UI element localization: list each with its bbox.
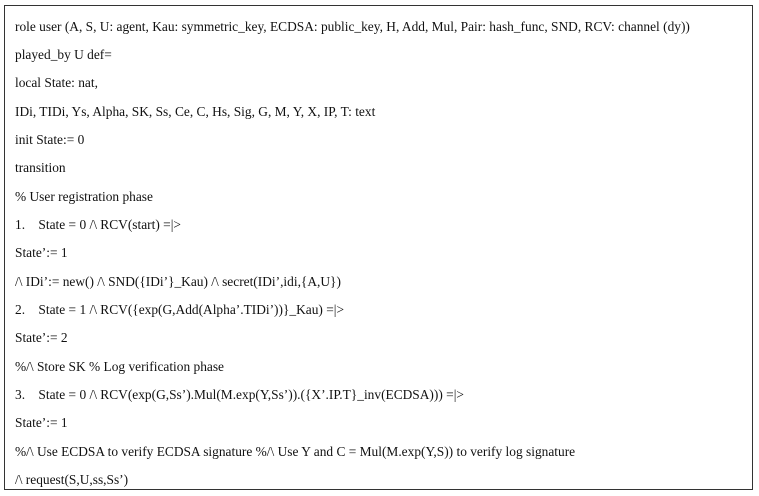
code-line: role user (A, S, U: agent, Kau: symmetric_key, ECDSA: public_key, H, Add, Mul, Pair: hash_func, SND, RCV: channel (dy)) (15, 19, 690, 34)
code-line: /\ request(S,U,ss,Ss’) (15, 472, 129, 487)
code-line: State’:= 2 (15, 330, 68, 345)
code-line: % User registration phase (15, 189, 153, 204)
code-listing-box (4, 5, 753, 490)
code-line: 1. State = 0 /\ RCV(start) =|> (15, 217, 181, 232)
code-line: /\ IDi’:= new() /\ SND({IDi’}_Kau) /\ secret(IDi’,idi,{A,U}) (15, 274, 341, 289)
code-line: local State: nat, (15, 75, 98, 90)
code-line: State’:= 1 (15, 415, 68, 430)
code-line: transition (15, 160, 66, 175)
code-line: %/\ Use ECDSA to verify ECDSA signature %/\ Use Y and C = Mul(M.exp(Y,S)) to verify log signature (15, 444, 576, 459)
code-line: IDi, TIDi, Ys, Alpha, SK, Ss, Ce, C, Hs, Sig, G, M, Y, X, IP, T: text (15, 104, 376, 119)
code-line: init State:= 0 (15, 132, 85, 147)
code-line: State’:= 1 (15, 245, 68, 260)
code-line: 3. State = 0 /\ RCV(exp(G,Ss’).Mul(M.exp(Y,Ss’)).({X’.IP.T}_inv(ECDSA))) =|> (15, 387, 464, 402)
code-line: %/\ Store SK % Log verification phase (15, 359, 224, 374)
code-line: 2. State = 1 /\ RCV({exp(G,Add(Alpha’.TIDi’))}_Kau) =|> (15, 302, 344, 317)
code-line: played_by U def= (15, 47, 112, 62)
